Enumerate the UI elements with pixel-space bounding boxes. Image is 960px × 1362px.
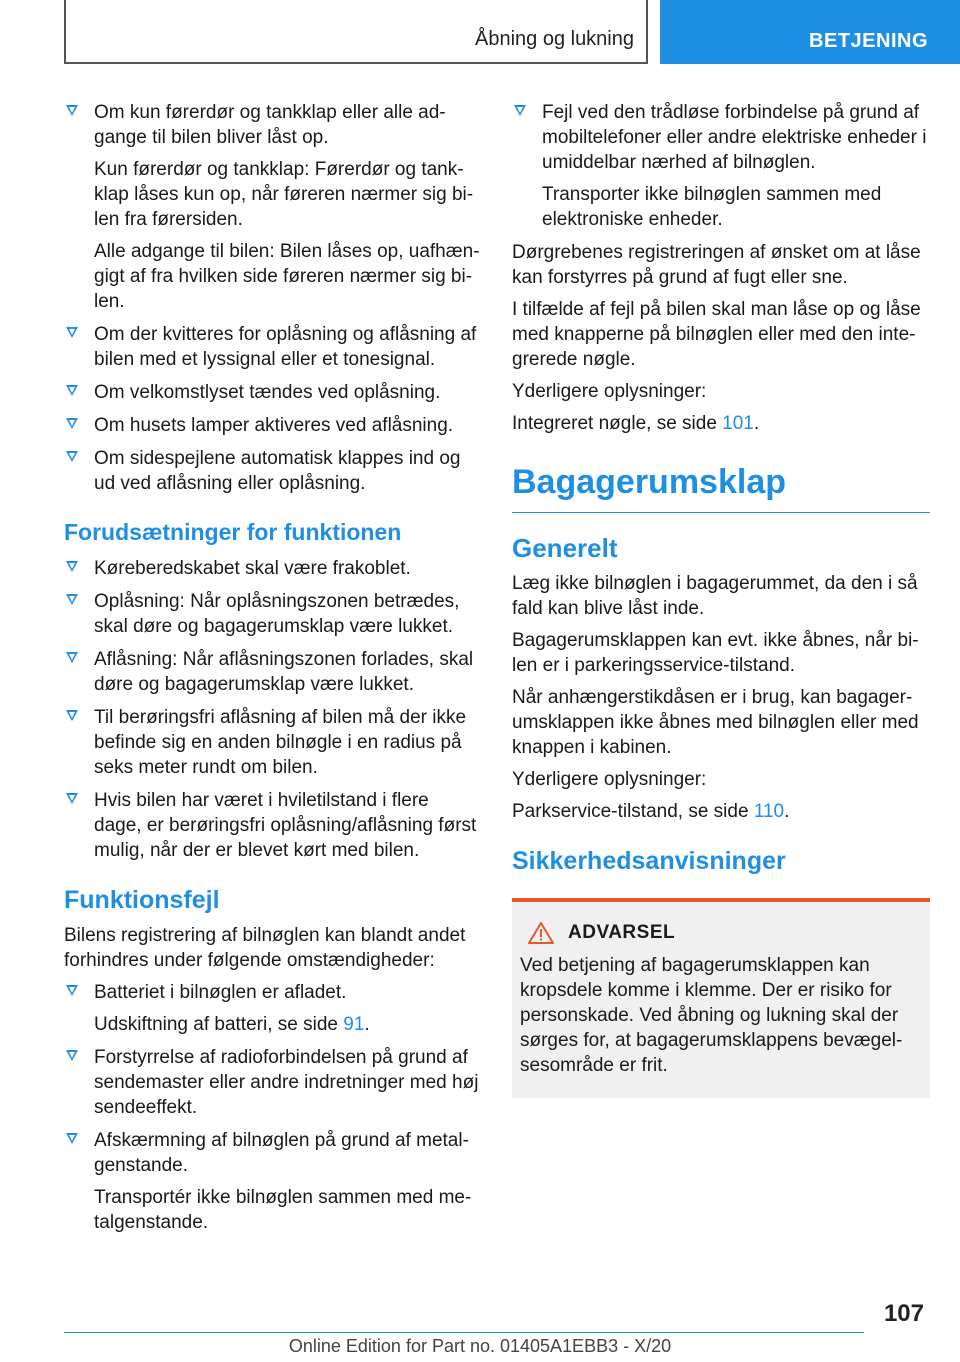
list-item	[64, 705, 480, 780]
chapter-title: Åbning og lukning	[474, 28, 634, 50]
warning-box	[512, 898, 930, 1098]
paragraph: Forstyrrelse af radioforbindelsen på grund af sendemaster eller andre indretninger med høj sendeeffekt.	[94, 1047, 479, 1118]
paragraph: I tilfælde af fejl på bilen skal man låse op og låse med knapperne på bilnøglen eller med den inte-grerede nøgle.	[512, 299, 921, 370]
paragraph: Om sidespejlene automatisk klappes ind og ud ved aflåsning eller oplåsning.	[94, 448, 461, 494]
reference-text: Parkservice-tilstand, se side	[512, 801, 754, 822]
paragraph: Om husets lamper aktiveres ved aflåsning.	[94, 415, 454, 436]
paragraph: Parkservice-tilstand, se side 110.	[512, 801, 790, 822]
triangle-bullet-icon	[66, 385, 78, 396]
warning-title: ADVARSEL	[568, 922, 676, 943]
paragraph: Køreberedskabet skal være frakoblet.	[94, 558, 411, 579]
list-item	[64, 1045, 480, 1120]
warning-header	[520, 920, 922, 945]
paragraph: Batteriet i bilnøglen er afladet.	[94, 982, 347, 1003]
triangle-bullet-icon	[66, 710, 78, 721]
header-section-box	[660, 0, 960, 64]
list-item	[64, 1128, 480, 1235]
list-item	[512, 100, 930, 232]
paragraph: Bagagerumsklappen kan evt. ikke åbnes, når bi-len er i parkeringsservice-tilstand.	[512, 630, 919, 676]
triangle-bullet-icon	[66, 1050, 78, 1061]
paragraph: Transportér ikke bilnøglen sammen med me-talgenstande.	[94, 1187, 472, 1233]
section-label: BETJENING	[809, 30, 928, 52]
right-column	[512, 100, 930, 1098]
page-link[interactable]: 101	[722, 413, 754, 434]
page-link[interactable]: 91	[343, 1014, 365, 1035]
triangle-bullet-icon	[66, 451, 78, 462]
triangle-bullet-icon	[66, 418, 78, 429]
list-item	[64, 589, 480, 639]
prereq-heading: Forudsætninger for funktionen	[64, 519, 402, 545]
paragraph: Når anhængerstikdåsen er i brug, kan bagager-umsklappen ikke åbnes med bilnøglen eller med knappen i kabinen.	[512, 687, 919, 758]
list-item	[64, 788, 480, 863]
footer-edition: Online Edition for Part no. 01405A1EBB3 - X/20	[288, 1336, 672, 1356]
subsection-heading: Generelt	[512, 533, 618, 563]
reference-text: Udskiftning af batteri, se side	[94, 1014, 344, 1035]
paragraph: Yderligere oplysninger:	[512, 381, 707, 402]
triangle-bullet-icon	[66, 1133, 78, 1144]
triangle-bullet-icon	[66, 327, 78, 338]
paragraph: Yderligere oplysninger:	[512, 769, 707, 790]
left-column	[64, 100, 480, 1243]
paragraph: Afskærmning af bilnøglen på grund af metal-genstande.	[94, 1130, 469, 1176]
header-chapter-box	[64, 0, 648, 64]
section-heading: Bagagerumsklap	[512, 460, 930, 513]
safety-heading: Sikkerhedsanvisninger	[512, 847, 786, 875]
paragraph: Alle adgange til bilen: Bilen låses op, uafhæn-gigt af fra hvilken side føreren nærmer sig bi-len.	[94, 241, 480, 312]
triangle-bullet-icon	[66, 793, 78, 804]
triangle-bullet-icon	[66, 652, 78, 663]
list-item	[64, 980, 480, 1037]
list-item	[64, 413, 480, 438]
list-item	[64, 322, 480, 372]
paragraph: Om der kvitteres for oplåsning og aflåsning af bilen med et lyssignal eller et tonesignal.	[94, 324, 477, 370]
malfunction-heading: Funktionsfejl	[64, 886, 220, 914]
page-number: 107	[883, 1300, 924, 1327]
paragraph: Fejl ved den trådløse forbindelse på grund af mobiltelefoner eller andre elektriske enheder i umiddelbar nærhed af bilnøglen.	[542, 102, 927, 173]
paragraph: Aflåsning: Når aflåsningszonen forlades, skal døre og bagagerumsklap være lukket.	[94, 649, 474, 695]
triangle-bullet-icon	[66, 985, 78, 996]
paragraph: Om velkomstlyset tændes ved oplåsning.	[94, 382, 441, 403]
paragraph: Om kun førerdør og tankklap eller alle ad-gange til bilen bliver låst op.	[94, 102, 446, 148]
paragraph: Bilens registrering af bilnøglen kan blandt andet forhindres under følgende omstændigheder:	[64, 925, 466, 971]
paragraph: Udskiftning af batteri, se side 91.	[94, 1014, 370, 1035]
warning-triangle-icon	[528, 922, 554, 944]
list-item	[64, 556, 480, 581]
footer-divider	[64, 1332, 864, 1333]
triangle-bullet-icon	[66, 561, 78, 572]
paragraph: Transporter ikke bilnøglen sammen med elektroniske enheder.	[542, 184, 882, 230]
paragraph: Til berøringsfri aflåsning af bilen må der ikke befinde sig en anden bilnøgle i en radius på seks meter rundt om bilen.	[94, 707, 467, 778]
paragraph: Oplåsning: Når oplåsningszonen betrædes, skal døre og bagagerumsklap være lukket.	[94, 591, 460, 637]
triangle-bullet-icon	[514, 105, 526, 116]
paragraph: Kun førerdør og tankklap: Førerdør og tank-klap låses kun op, når føreren nærmer sig bi-len fra førersiden.	[94, 159, 474, 230]
paragraph: Dørgrebenes registreringen af ønsket om at låse kan forstyrres på grund af fugt eller sne.	[512, 242, 921, 288]
list-item	[64, 647, 480, 697]
triangle-bullet-icon	[66, 594, 78, 605]
list-item	[64, 100, 480, 314]
paragraph: Integreret nøgle, se side 101.	[512, 413, 760, 434]
warning-text: Ved betjening af bagagerumsklappen kan kropsdele komme i klemme. Der er risiko for personskade. Ved åbning og lukning skal der sørges for, at bagagerumsklappens bevægel-sesområde er frit.	[520, 955, 903, 1076]
triangle-bullet-icon	[66, 105, 78, 116]
page-link[interactable]: 110	[753, 801, 785, 822]
list-item	[64, 380, 480, 405]
list-item	[64, 446, 480, 496]
reference-text: Integreret nøgle, se side	[512, 413, 723, 434]
paragraph: Hvis bilen har været i hviletilstand i flere dage, er berøringsfri oplåsning/aflåsning først mulig, når der er blevet kørt med bilen.	[94, 790, 477, 861]
paragraph: Læg ikke bilnøglen i bagagerummet, da den i så fald kan blive låst inde.	[512, 573, 918, 619]
